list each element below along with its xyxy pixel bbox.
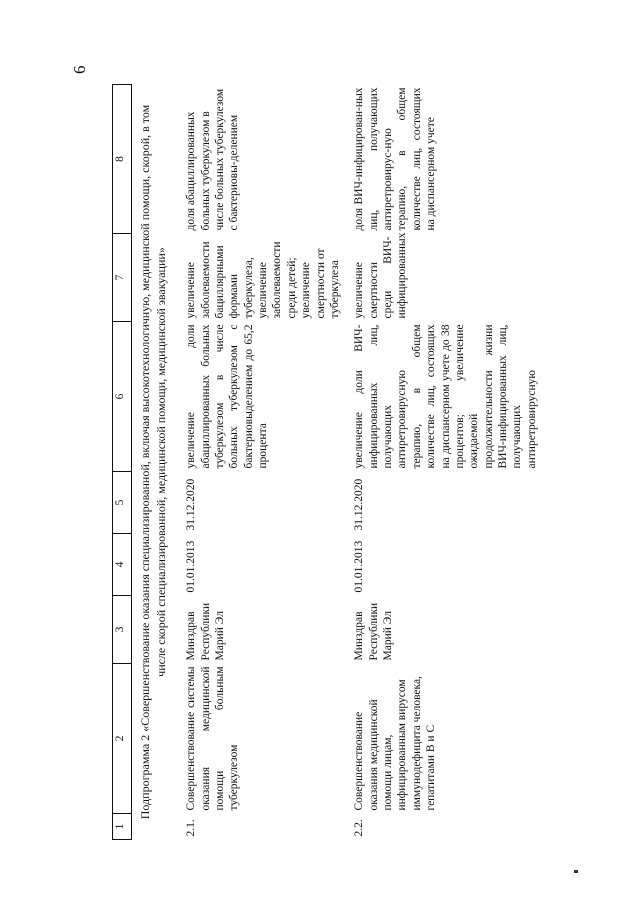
consequences: увеличение смертности среди ВИЧ-инфицированных	[353, 232, 409, 319]
subprogram-title: Подпрограмма 2 «Совершенствование оказания специализированной, включая высокотехнологичную, медицинской помощи, скорой, в том числе скорой специализированной, медицинской помощи, медицинской эвакуации»	[138, 104, 168, 820]
executor: Минздрав Республики Марий Эл	[353, 602, 395, 661]
start-date: 01.01.2013	[185, 540, 198, 593]
program-table	[112, 84, 540, 840]
end-date: 31.12.2020	[185, 478, 198, 531]
column-number: 2	[113, 664, 132, 814]
column-number: 3	[113, 596, 132, 664]
measure-name: Совершенствование оказания медицинской помощи лицам, инфицированным вирусом иммунодефицита человека, гепатитами В и С	[353, 676, 438, 811]
row-number: 2.2.	[353, 819, 366, 837]
scan-mark	[574, 870, 578, 873]
expected-result: увеличение доли абациллированных больных туберкулезом в числе больных туберкулезом с бактериовыделением до 65,2 процента	[185, 324, 270, 469]
expected-result: увеличение доли ВИЧ-инфицированных лиц, получающих антиретровирусную терапию, в общем количестве лиц, состоящих на диспансерном учете до 38 процентов; увеличение ожидаемой продолжительности жизни ВИЧ-инфицированных лиц, получающих антиретровирусную	[353, 324, 538, 469]
page-number: 6	[70, 65, 89, 74]
measure-name: Совершенствование системы оказания медицинской помощи больным туберкулезом	[185, 666, 241, 811]
start-date: 01.01.2013	[353, 540, 366, 593]
rotated-table-sheet	[112, 85, 542, 840]
consequences: увеличение заболеваемости бациллярными формами туберкулеза, увеличение заболеваемости среди детей; увеличение смертности от туберкулеза	[185, 241, 341, 319]
end-date: 31.12.2020	[353, 478, 366, 531]
column-number: 7	[113, 234, 132, 322]
column-number: 5	[113, 472, 132, 534]
column-number: 4	[113, 534, 132, 596]
column-number-row	[113, 85, 132, 840]
subprogram-row	[132, 85, 176, 840]
executor: Минздрав Республики Марий Эл	[185, 602, 226, 661]
indicator: доля ВИЧ-инфицирован-ных лиц, получающих антиретровирус-ную терапию, в общем количестве лиц, состоящих на диспансерном учете	[353, 87, 438, 231]
row-number: 2.1.	[185, 819, 198, 837]
table-row	[343, 85, 540, 840]
column-number: 6	[113, 322, 132, 472]
indicator: доля абациллированных больных туберкулезом в числе больных туберкулезом с бактериовы-делением	[185, 88, 241, 231]
column-number: 1	[113, 814, 132, 840]
column-number: 8	[113, 85, 132, 234]
table-row	[175, 85, 343, 840]
